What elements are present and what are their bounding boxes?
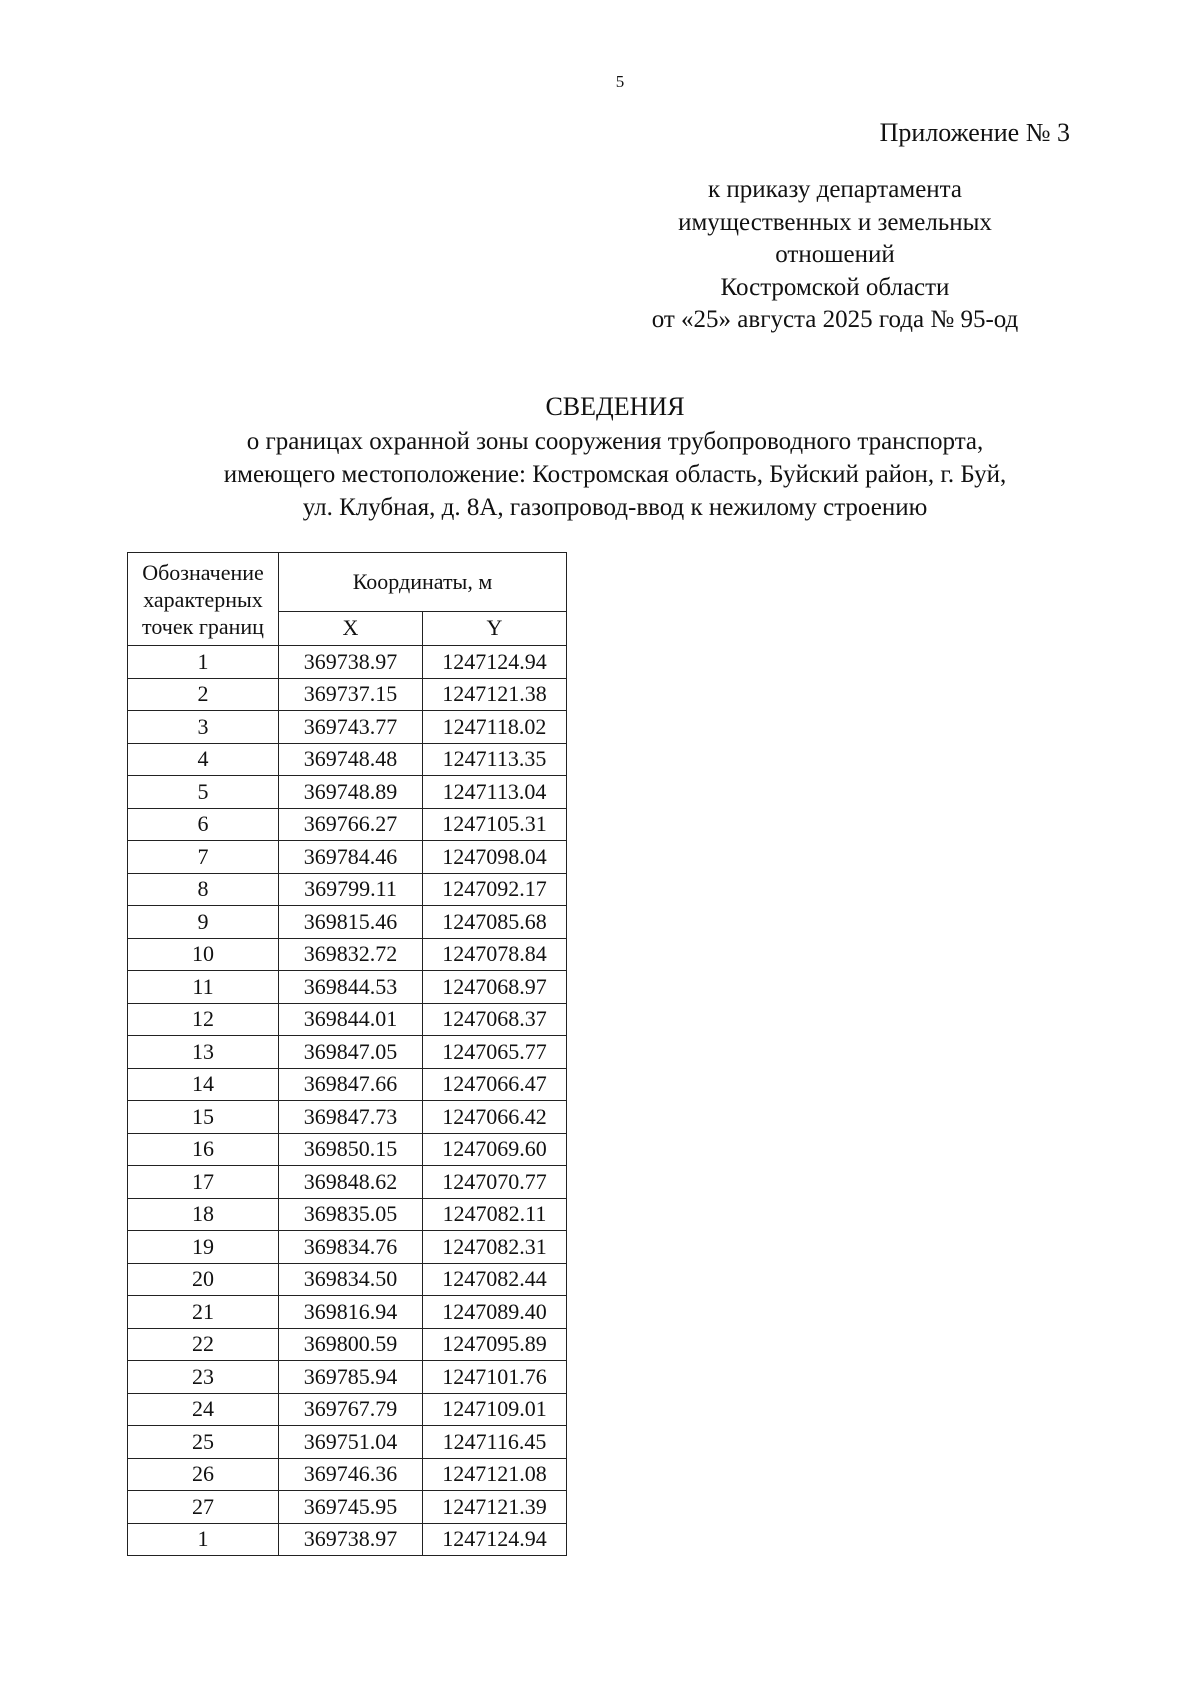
subtitle-line: ул. Клубная, д. 8А, газопровод-ввод к нежилому строению (302, 494, 928, 521)
table-row (128, 873, 567, 906)
point-cell: 14 (128, 1068, 279, 1101)
x-cell: 369844.53 (279, 971, 423, 1004)
x-cell: 369834.76 (279, 1231, 423, 1264)
x-cell: 369745.95 (279, 1491, 423, 1524)
point-cell: 22 (128, 1328, 279, 1361)
x-cell: 369799.11 (279, 873, 423, 906)
table-row (128, 1133, 567, 1166)
y-cell: 1247065.77 (423, 1036, 567, 1069)
point-cell: 17 (128, 1166, 279, 1199)
x-cell: 369847.05 (279, 1036, 423, 1069)
y-cell: 1247082.31 (423, 1231, 567, 1264)
table-row (128, 1328, 567, 1361)
x-cell: 369835.05 (279, 1198, 423, 1231)
heading: СВЕДЕНИЯ (545, 392, 685, 421)
table-row (128, 1231, 567, 1264)
y-cell: 1247121.39 (423, 1491, 567, 1524)
header-point-line: характерных (143, 586, 263, 612)
point-cell: 27 (128, 1491, 279, 1524)
table-row (128, 1361, 567, 1394)
y-cell: 1247118.02 (423, 711, 567, 744)
y-cell: 1247089.40 (423, 1296, 567, 1329)
table-row (128, 1296, 567, 1329)
table-row (128, 938, 567, 971)
table-row (128, 1426, 567, 1459)
x-cell: 369738.97 (279, 1523, 423, 1556)
x-cell: 369743.77 (279, 711, 423, 744)
table-row (128, 1101, 567, 1134)
x-cell: 369748.89 (279, 776, 423, 809)
point-cell: 5 (128, 776, 279, 809)
point-cell: 1 (128, 646, 279, 679)
x-cell: 369738.97 (279, 646, 423, 679)
table-row (128, 743, 567, 776)
x-cell: 369847.66 (279, 1068, 423, 1101)
point-cell: 21 (128, 1296, 279, 1329)
y-cell: 1247066.47 (423, 1068, 567, 1101)
order-line: имущественных и земельных (678, 208, 992, 236)
point-cell: 24 (128, 1393, 279, 1426)
y-cell: 1247069.60 (423, 1133, 567, 1166)
table-row (128, 1263, 567, 1296)
point-cell: 2 (128, 678, 279, 711)
x-cell: 369737.15 (279, 678, 423, 711)
y-cell: 1247085.68 (423, 906, 567, 939)
y-cell: 1247121.08 (423, 1458, 567, 1491)
point-cell: 19 (128, 1231, 279, 1264)
point-cell: 26 (128, 1458, 279, 1491)
y-cell: 1247078.84 (423, 938, 567, 971)
table-row (128, 1393, 567, 1426)
table-row (128, 776, 567, 809)
order-line: Костромской области (720, 273, 950, 301)
y-cell: 1247070.77 (423, 1166, 567, 1199)
x-cell: 369784.46 (279, 841, 423, 874)
document-title (100, 390, 1130, 524)
table-row (128, 646, 567, 679)
x-cell: 369766.27 (279, 808, 423, 841)
table-row (128, 1523, 567, 1556)
table-row (128, 711, 567, 744)
point-cell: 7 (128, 841, 279, 874)
x-cell: 369847.73 (279, 1101, 423, 1134)
point-cell: 15 (128, 1101, 279, 1134)
point-cell: 8 (128, 873, 279, 906)
y-cell: 1247109.01 (423, 1393, 567, 1426)
table-row (128, 1198, 567, 1231)
x-cell: 369834.50 (279, 1263, 423, 1296)
point-cell: 11 (128, 971, 279, 1004)
point-cell: 16 (128, 1133, 279, 1166)
header-coordinates: Координаты, м (279, 553, 567, 612)
coordinates-body (128, 646, 567, 1556)
header-point-line: Обозначение (142, 559, 264, 585)
order-line: отношений (775, 241, 895, 268)
order-reference (600, 174, 1070, 337)
y-cell: 1247092.17 (423, 873, 567, 906)
point-cell: 23 (128, 1361, 279, 1394)
y-cell: 1247113.04 (423, 776, 567, 809)
header-y: Y (423, 611, 567, 645)
x-cell: 369800.59 (279, 1328, 423, 1361)
point-cell: 12 (128, 1003, 279, 1036)
point-cell: 10 (128, 938, 279, 971)
header-point-line: точек границ (142, 613, 264, 639)
y-cell: 1247101.76 (423, 1361, 567, 1394)
x-cell: 369751.04 (279, 1426, 423, 1459)
table-row (128, 1003, 567, 1036)
point-cell: 18 (128, 1198, 279, 1231)
point-cell: 1 (128, 1523, 279, 1556)
y-cell: 1247116.45 (423, 1426, 567, 1459)
appendix-title: Приложение № 3 (879, 118, 1070, 147)
point-cell: 9 (128, 906, 279, 939)
order-line: от «25» августа 2025 года № 95-од (651, 306, 1019, 333)
table-row (128, 841, 567, 874)
x-cell: 369816.94 (279, 1296, 423, 1329)
table-row (128, 1068, 567, 1101)
x-cell: 369767.79 (279, 1393, 423, 1426)
x-cell: 369815.46 (279, 906, 423, 939)
subtitle-line: о границах охранной зоны сооружения трубопроводного транспорта, (246, 428, 984, 455)
header-point-designation (128, 553, 279, 646)
x-cell: 369832.72 (279, 938, 423, 971)
header-x: X (279, 611, 423, 645)
point-cell: 25 (128, 1426, 279, 1459)
table-row (128, 906, 567, 939)
y-cell: 1247113.35 (423, 743, 567, 776)
y-cell: 1247095.89 (423, 1328, 567, 1361)
y-cell: 1247105.31 (423, 808, 567, 841)
y-cell: 1247121.38 (423, 678, 567, 711)
table-row (128, 678, 567, 711)
table-row (128, 1458, 567, 1491)
y-cell: 1247124.94 (423, 1523, 567, 1556)
y-cell: 1247098.04 (423, 841, 567, 874)
x-cell: 369746.36 (279, 1458, 423, 1491)
point-cell: 20 (128, 1263, 279, 1296)
order-line: к приказу департамента (707, 176, 963, 203)
x-cell: 369785.94 (279, 1361, 423, 1394)
table-row (128, 1491, 567, 1524)
table-row (128, 808, 567, 841)
y-cell: 1247068.37 (423, 1003, 567, 1036)
table-row (128, 1166, 567, 1199)
point-cell: 13 (128, 1036, 279, 1069)
page-number: 5 (615, 72, 625, 91)
table-row (128, 971, 567, 1004)
y-cell: 1247082.11 (423, 1198, 567, 1231)
y-cell: 1247066.42 (423, 1101, 567, 1134)
point-cell: 3 (128, 711, 279, 744)
point-cell: 4 (128, 743, 279, 776)
y-cell: 1247082.44 (423, 1263, 567, 1296)
point-cell: 6 (128, 808, 279, 841)
x-cell: 369748.48 (279, 743, 423, 776)
x-cell: 369848.62 (279, 1166, 423, 1199)
x-cell: 369850.15 (279, 1133, 423, 1166)
y-cell: 1247068.97 (423, 971, 567, 1004)
coordinates-table (127, 552, 567, 1556)
table-row (128, 1036, 567, 1069)
subtitle-line: имеющего местоположение: Костромская область, Буйский район, г. Буй, (223, 461, 1007, 488)
y-cell: 1247124.94 (423, 646, 567, 679)
x-cell: 369844.01 (279, 1003, 423, 1036)
